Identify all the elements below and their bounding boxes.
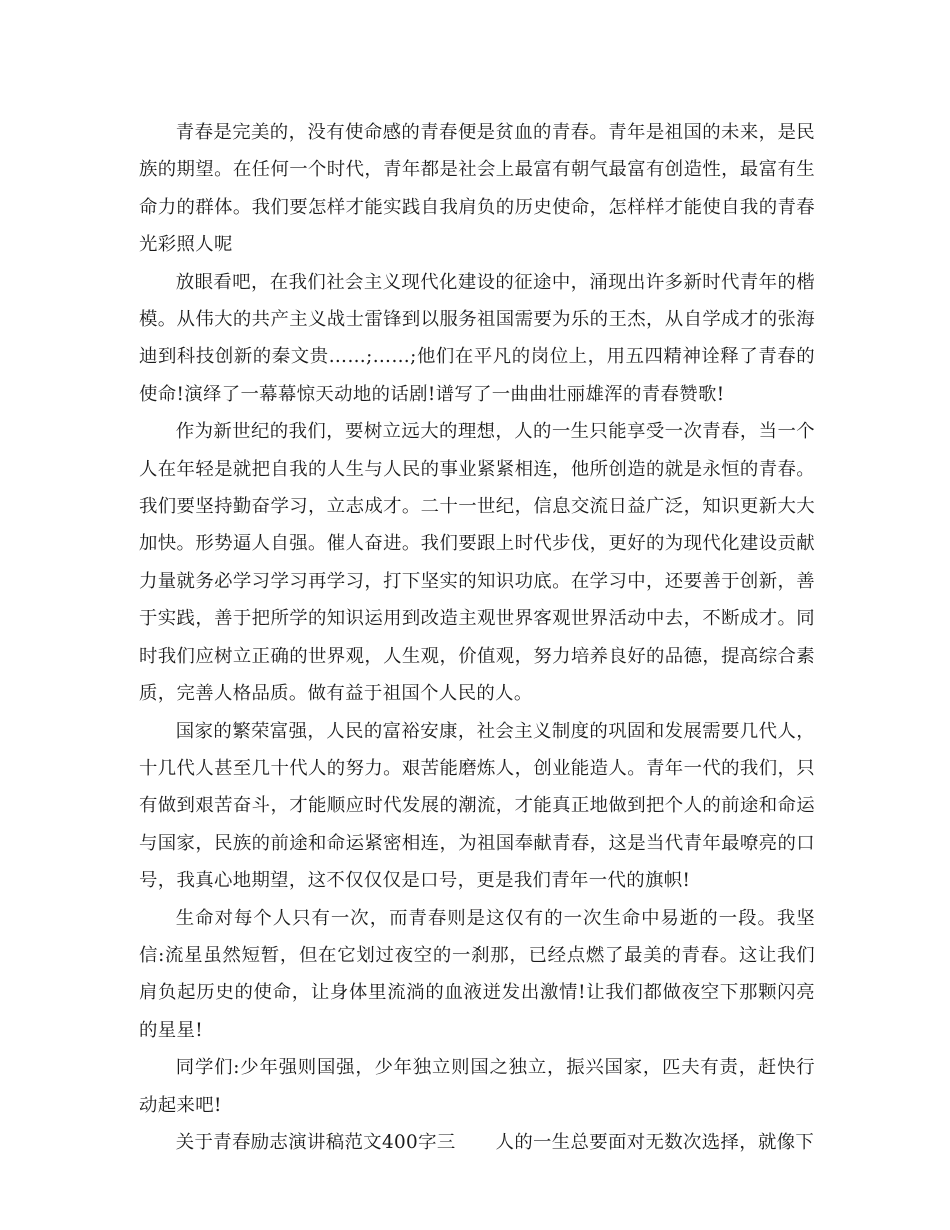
section-heading: 关于青春励志演讲稿范文400字三 — [175, 1131, 456, 1153]
paragraph-6: 同学们:少年强则国强，少年独立则国之独立，振兴国家，匹夫有责，赶快行动起来吧! — [139, 1057, 815, 1116]
paragraph-4: 国家的繁荣富强，人民的富裕安康，社会主义制度的巩固和发展需要几代人，十几代人甚至几十代人的努力。艰苦能磨炼人，创业能造人。青年一代的我们，只有做到艰苦奋斗，才能顺应时代发展的潮流，才能真正地做到把个人的前途和命运与国家，民族的前途和命运紧密相连，为祖国奉献青春，这是当代青年最嘹亮的口号，我真心地期望，这不仅仅仅是口号，更是我们青年一代的旗帜! — [139, 720, 815, 892]
section-heading-line — [139, 1124, 815, 1161]
paragraph-2: 放眼看吧，在我们社会主义现代化建设的征途中，涌现出许多新时代青年的楷模。从伟大的共产主义战士雷锋到以服务祖国需要为乐的王杰，从自学成才的张海迪到科技创新的秦文贵……;……;他们在平凡的岗位上，用五四精神诠释了青春的使命!演绎了一幕幕惊天动地的话剧!谱写了一曲曲壮丽雄浑的青春赞歌! — [139, 271, 815, 405]
document-body — [139, 114, 815, 1161]
continuation-text: 人的一生总要面对无数次选择，就像下 — [495, 1131, 815, 1153]
paragraph-1: 青春是完美的，没有使命感的青春便是贫血的青春。青年是祖国的未来，是民族的期望。在任何一个时代，青年都是社会上最富有朝气最富有创造性，最富有生命力的群体。我们要怎样才能实践自我肩负的历史使命，怎样样才能使自我的青春光彩照人呢 — [139, 122, 815, 256]
paragraph-3: 作为新世纪的我们，要树立远大的理想，人的一生只能享受一次青春，当一个人在年轻是就把自我的人生与人民的事业紧紧相连，他所创造的就是永恒的青春。我们要坚持勤奋学习，立志成才。二十一世纪，信息交流日益广泛，知识更新大大加快。形势逼人自强。催人奋进。我们要跟上时代步伐，更好的为现代化建设贡献力量就务必学习学习再学习，打下坚实的知识功底。在学习中，还要善于创新，善于实践，善于把所学的知识运用到改造主观世界客观世界活动中去，不断成才。同时我们应树立正确的世界观，人生观，价值观，努力培养良好的品德，提高综合素质，完善人格品质。做有益于祖国个人民的人。 — [139, 421, 815, 705]
paragraph-5: 生命对每个人只有一次，而青春则是这仅有的一次生命中易逝的一段。我坚信:流星虽然短暂，但在它划过夜空的一刹那，已经点燃了最美的青春。这让我们肩负起历史的使命，让身体里流淌的血液迸发出激情!让我们都做夜空下那颗闪亮的星星! — [139, 907, 815, 1041]
